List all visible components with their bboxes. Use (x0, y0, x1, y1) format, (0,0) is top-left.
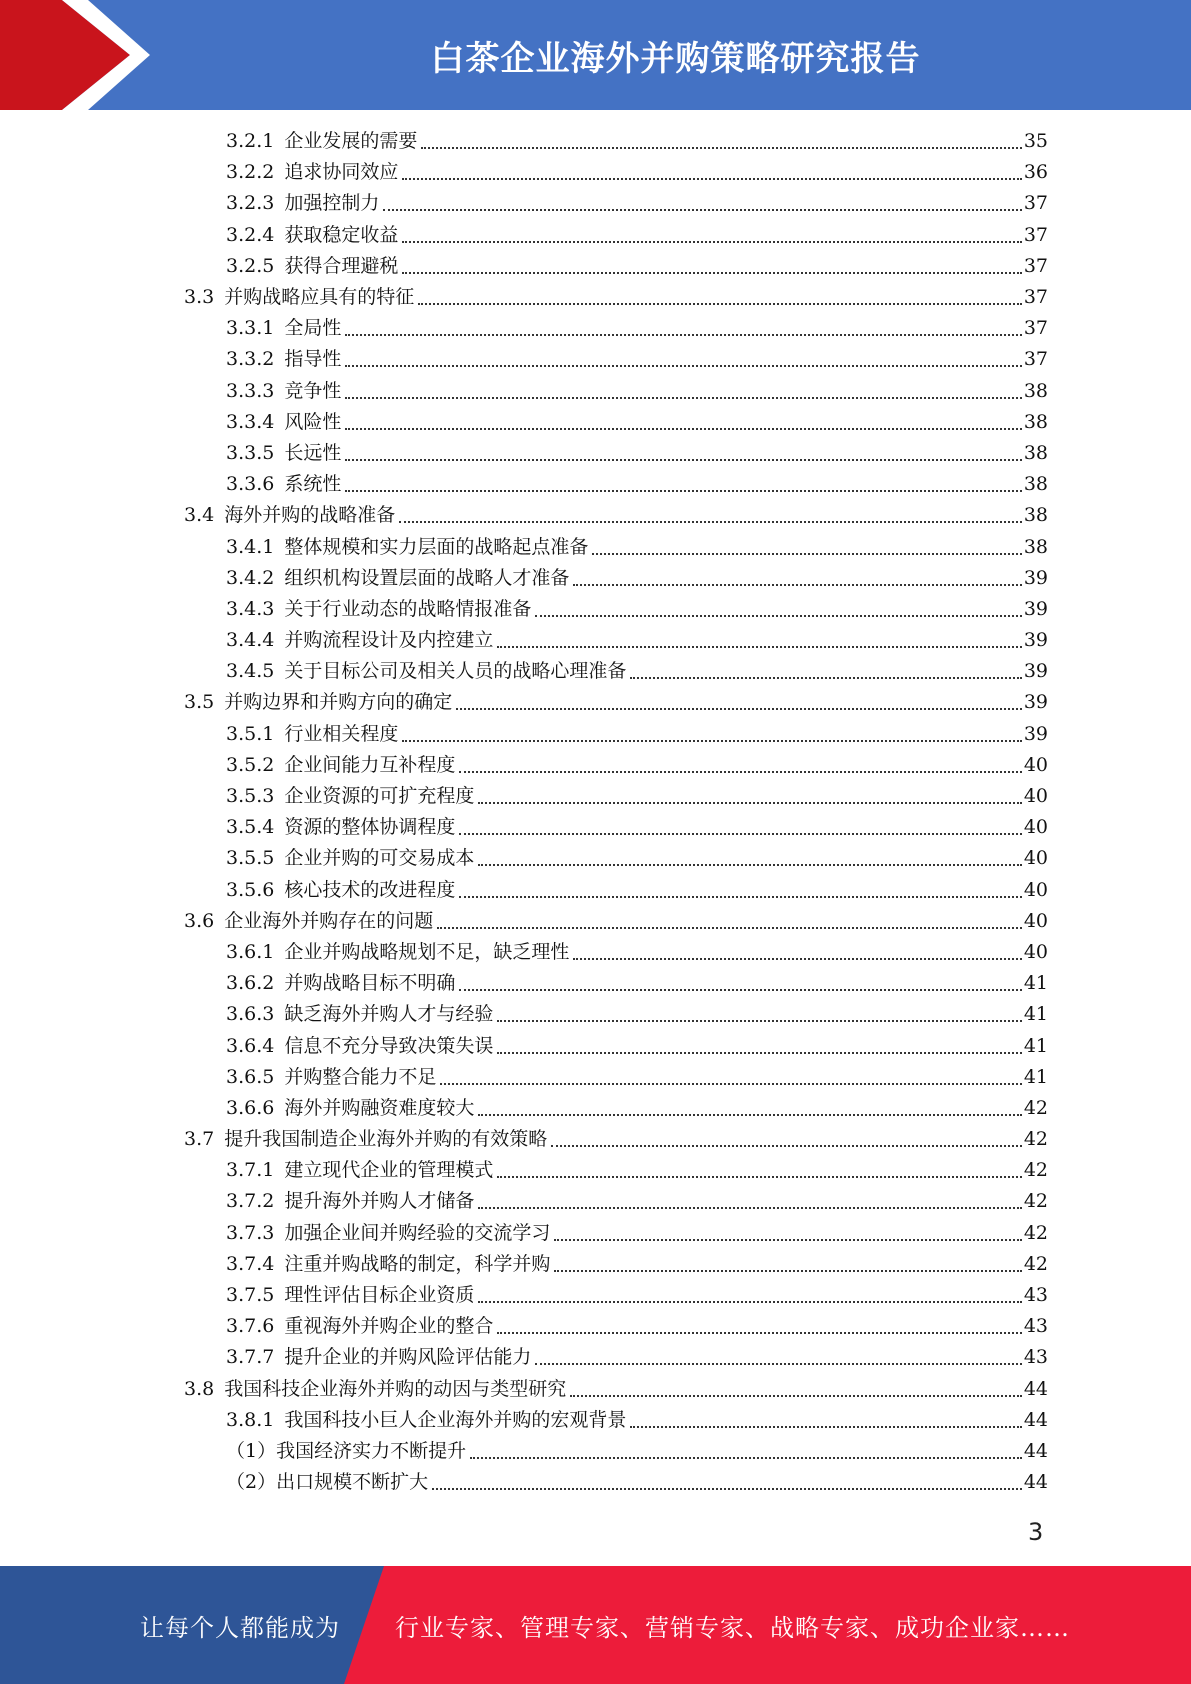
toc-entry[interactable] (0, 781, 1191, 812)
toc-dot-leader (497, 1175, 1021, 1178)
toc-dot-leader (383, 208, 1021, 211)
toc-entry-page: 39 (1023, 597, 1048, 620)
toc-entry-number: 3.6.5 (226, 1065, 275, 1088)
toc-entry-number: 3.5.5 (226, 847, 275, 870)
toc-entry-number: 3.4.2 (226, 566, 275, 589)
toc-entry-title: 出口规模不断扩大 (276, 1471, 429, 1494)
toc-entry-number: 3.4.1 (226, 535, 275, 558)
toc-entry[interactable] (0, 1124, 1191, 1155)
toc-dot-leader (459, 770, 1021, 773)
toc-dot-leader (459, 832, 1021, 835)
toc-entry-number: 3.2.4 (226, 223, 275, 246)
toc-entry-page: 42 (1023, 1159, 1048, 1182)
toc-entry-title: 注重并购战略的制定，科学并购 (284, 1252, 551, 1275)
toc-entry-page: 40 (1023, 878, 1048, 901)
toc-entry-number: 3.7.3 (226, 1221, 275, 1244)
toc-entry-number: 3.5.1 (226, 722, 275, 745)
toc-entry[interactable] (0, 1436, 1191, 1467)
toc-dot-leader (459, 988, 1021, 991)
toc-entry-title: 信息不充分导致决策失误 (284, 1034, 494, 1057)
toc-entry-title: 并购边界和并购方向的确定 (224, 691, 453, 714)
toc-entry-number: 3.2.2 (226, 161, 275, 184)
toc-entry-number: 3.7.6 (226, 1315, 275, 1338)
toc-entry-page: 42 (1023, 1221, 1048, 1244)
toc-entry[interactable] (0, 1342, 1191, 1373)
toc-entry-title: 提升企业的并购风险评估能力 (284, 1346, 532, 1369)
toc-dot-leader (592, 552, 1021, 555)
toc-entry[interactable] (0, 188, 1191, 219)
toc-entry-title: 重视海外并购企业的整合 (284, 1315, 494, 1338)
footer-slogan-right: 行业专家、管理专家、营销专家、战略专家、成功企业家…… (395, 1613, 1070, 1642)
toc-dot-leader (535, 1362, 1021, 1365)
toc-dot-leader (345, 333, 1021, 336)
toc-entry-page: 41 (1023, 1034, 1048, 1057)
toc-dot-leader (478, 863, 1021, 866)
toc-entry-number: 3.6 (184, 909, 215, 932)
toc-entry-number: 3.3.6 (226, 473, 275, 496)
toc-entry-number: 3.3 (184, 286, 215, 309)
toc-entry-page: 38 (1023, 504, 1048, 527)
toc-entry-title: 企业并购的可交易成本 (284, 847, 475, 870)
toc-entry-page: 39 (1023, 722, 1048, 745)
toc-entry[interactable] (0, 719, 1191, 750)
toc-entry-page: 44 (1023, 1439, 1048, 1462)
toc-entry[interactable] (0, 999, 1191, 1030)
toc-entry-number: 3.3.3 (226, 379, 275, 402)
toc-entry[interactable] (0, 282, 1191, 313)
toc-entry[interactable] (0, 407, 1191, 438)
toc-entry[interactable] (0, 1405, 1191, 1436)
toc-entry-page: 38 (1023, 441, 1048, 464)
toc-entry-title: 组织机构设置层面的战略人才准备 (284, 566, 570, 589)
toc-dot-leader (497, 645, 1021, 648)
toc-entry-page: 40 (1023, 847, 1048, 870)
toc-entry-number: 3.3.2 (226, 348, 275, 371)
toc-entry-number: 3.7 (184, 1128, 215, 1151)
toc-dot-leader (345, 458, 1021, 461)
toc-dot-leader (345, 396, 1021, 399)
toc-entry-title: 海外并购的战略准备 (224, 504, 396, 527)
toc-entry-number: 3.4.4 (226, 629, 275, 652)
toc-entry-page: 38 (1023, 535, 1048, 558)
toc-entry-page: 35 (1023, 130, 1048, 153)
table-of-contents (0, 126, 1191, 1498)
toc-dot-leader (554, 1269, 1021, 1272)
toc-entry[interactable] (0, 563, 1191, 594)
toc-entry-number: 3.4 (184, 504, 215, 527)
toc-entry-title: 企业海外并购存在的问题 (224, 909, 434, 932)
toc-entry-title: 风险性 (284, 410, 342, 433)
toc-entry[interactable] (0, 1218, 1191, 1249)
toc-entry-number: 3.3.1 (226, 317, 275, 340)
toc-entry-page: 40 (1023, 940, 1048, 963)
toc-entry-title: 关于目标公司及相关人员的战略心理准备 (284, 660, 627, 683)
toc-entry-page: 41 (1023, 1003, 1048, 1026)
toc-entry-page: 44 (1023, 1377, 1048, 1400)
toc-entry-page: 39 (1023, 629, 1048, 652)
toc-entry[interactable] (0, 1155, 1191, 1186)
toc-entry-title: 资源的整体协调程度 (284, 816, 456, 839)
toc-entry-title: 企业并购战略规划不足，缺乏理性 (284, 940, 570, 963)
toc-entry-page: 44 (1023, 1471, 1048, 1494)
toc-entry-number: 3.7.7 (226, 1346, 275, 1369)
toc-entry-page: 37 (1023, 192, 1048, 215)
toc-entry-number: （1） (226, 1439, 277, 1462)
toc-entry[interactable] (0, 594, 1191, 625)
toc-entry-title: 建立现代企业的管理模式 (284, 1159, 494, 1182)
toc-entry[interactable] (0, 469, 1191, 500)
toc-entry-title: 加强企业间并购经验的交流学习 (284, 1221, 551, 1244)
toc-entry[interactable] (0, 875, 1191, 906)
toc-entry-number: 3.5 (184, 691, 215, 714)
toc-dot-leader (478, 1300, 1021, 1303)
toc-entry[interactable] (0, 220, 1191, 251)
page-number: 3 (1028, 1518, 1044, 1546)
toc-entry[interactable] (0, 687, 1191, 718)
toc-entry-number: 3.5.2 (226, 753, 275, 776)
toc-entry[interactable] (0, 625, 1191, 656)
toc-entry-title: 关于行业动态的战略情报准备 (284, 597, 532, 620)
toc-entry-number: 3.2.5 (226, 254, 275, 277)
toc-entry-page: 41 (1023, 1065, 1048, 1088)
toc-entry-title: 提升海外并购人才储备 (284, 1190, 475, 1213)
footer-slogan-left: 让每个人都能成为 (140, 1613, 340, 1642)
toc-entry[interactable] (0, 1186, 1191, 1217)
toc-entry-number: 3.7.4 (226, 1252, 275, 1275)
toc-dot-leader (551, 1144, 1022, 1147)
toc-entry-number: 3.3.5 (226, 441, 275, 464)
toc-entry-page: 44 (1023, 1408, 1048, 1431)
toc-dot-leader (345, 364, 1021, 367)
toc-entry-page: 43 (1023, 1284, 1048, 1307)
toc-entry-title: 海外并购融资难度较大 (284, 1096, 475, 1119)
toc-dot-leader (570, 1394, 1022, 1397)
toc-dot-leader (470, 1456, 1022, 1459)
toc-entry[interactable] (0, 1030, 1191, 1061)
toc-entry[interactable] (0, 1249, 1191, 1280)
toc-entry-title: 竞争性 (284, 379, 342, 402)
toc-entry-title: 企业资源的可扩充程度 (284, 785, 475, 808)
toc-dot-leader (478, 1206, 1021, 1209)
toc-entry-title: 并购战略目标不明确 (284, 972, 456, 995)
toc-entry-title: 系统性 (284, 473, 342, 496)
toc-entry[interactable] (0, 157, 1191, 188)
toc-entry-number: 3.4.3 (226, 597, 275, 620)
toc-entry-title: 指导性 (284, 348, 342, 371)
toc-entry-number: 3.6.3 (226, 1003, 275, 1026)
toc-entry-title: 长远性 (284, 441, 342, 464)
toc-dot-leader (456, 707, 1022, 710)
header-band (0, 0, 1191, 110)
toc-entry-title: 并购流程设计及内控建立 (284, 629, 494, 652)
toc-entry-page: 39 (1023, 566, 1048, 589)
toc-entry[interactable] (0, 937, 1191, 968)
toc-entry-page: 37 (1023, 286, 1048, 309)
toc-entry-page: 37 (1023, 317, 1048, 340)
toc-entry[interactable] (0, 1093, 1191, 1124)
toc-entry-number: 3.2.3 (226, 192, 275, 215)
toc-dot-leader (440, 1082, 1021, 1085)
toc-entry-page: 38 (1023, 379, 1048, 402)
toc-entry-number: 3.7.5 (226, 1284, 275, 1307)
toc-entry[interactable] (0, 1467, 1191, 1498)
toc-entry-title: 加强控制力 (284, 192, 380, 215)
toc-dot-leader (478, 801, 1021, 804)
toc-entry-title: 行业相关程度 (284, 722, 399, 745)
toc-entry-page: 36 (1023, 161, 1048, 184)
toc-entry-title: 追求协同效应 (284, 161, 399, 184)
toc-entry[interactable] (0, 344, 1191, 375)
toc-dot-leader (497, 1051, 1021, 1054)
toc-dot-leader (399, 520, 1022, 523)
toc-entry[interactable] (0, 1280, 1191, 1311)
toc-entry-page: 40 (1023, 785, 1048, 808)
toc-entry-number: 3.5.4 (226, 816, 275, 839)
toc-entry-number: 3.2.1 (226, 130, 275, 153)
toc-entry-page: 37 (1023, 348, 1048, 371)
toc-dot-leader (497, 1331, 1021, 1334)
toc-entry[interactable] (0, 251, 1191, 282)
toc-dot-leader (345, 489, 1021, 492)
toc-dot-leader (630, 676, 1021, 679)
toc-entry[interactable] (0, 1311, 1191, 1342)
toc-entry[interactable] (0, 906, 1191, 937)
toc-entry[interactable] (0, 1374, 1191, 1405)
toc-dot-leader (573, 957, 1021, 960)
toc-entry-title: 获取稳定收益 (284, 223, 399, 246)
toc-entry-page: 43 (1023, 1315, 1048, 1338)
toc-dot-leader (437, 926, 1022, 929)
toc-dot-leader (535, 614, 1021, 617)
toc-entry-number: 3.7.2 (226, 1190, 275, 1213)
toc-entry[interactable] (0, 376, 1191, 407)
toc-dot-leader (554, 1238, 1021, 1241)
toc-entry-page: 41 (1023, 972, 1048, 995)
toc-entry-number: 3.6.1 (226, 940, 275, 963)
toc-entry-number: 3.4.5 (226, 660, 275, 683)
toc-entry-page: 42 (1023, 1252, 1048, 1275)
toc-entry[interactable] (0, 313, 1191, 344)
toc-entry[interactable] (0, 438, 1191, 469)
toc-dot-leader (432, 1487, 1022, 1490)
toc-entry-title: 企业发展的需要 (284, 130, 418, 153)
toc-entry-number: 3.6.4 (226, 1034, 275, 1057)
toc-entry[interactable] (0, 126, 1191, 157)
toc-entry-page: 39 (1023, 691, 1048, 714)
toc-entry-title: 并购战略应具有的特征 (224, 286, 415, 309)
toc-entry-page: 42 (1023, 1096, 1048, 1119)
toc-dot-leader (497, 1019, 1021, 1022)
document-title: 白茶企业海外并购策略研究报告 (430, 38, 921, 79)
toc-entry[interactable] (0, 750, 1191, 781)
toc-entry-number: 3.6.2 (226, 972, 275, 995)
toc-entry[interactable] (0, 531, 1191, 562)
toc-entry-number: 3.5.3 (226, 785, 275, 808)
toc-entry-title: 提升我国制造企业海外并购的有效策略 (224, 1128, 548, 1151)
toc-dot-leader (402, 271, 1021, 274)
toc-entry-number: 3.5.6 (226, 878, 275, 901)
footer-band (0, 1566, 1191, 1684)
toc-dot-leader (573, 583, 1021, 586)
toc-entry-page: 38 (1023, 410, 1048, 433)
toc-entry-title: 整体规模和实力层面的战略起点准备 (284, 535, 589, 558)
toc-entry-number: 3.8.1 (226, 1408, 275, 1431)
toc-entry-number: （2） (226, 1471, 277, 1494)
toc-entry-title: 获得合理避税 (284, 254, 399, 277)
toc-entry[interactable] (0, 1062, 1191, 1093)
toc-entry[interactable] (0, 500, 1191, 531)
toc-entry-page: 43 (1023, 1346, 1048, 1369)
toc-dot-leader (418, 302, 1022, 305)
toc-entry-page: 38 (1023, 473, 1048, 496)
toc-entry[interactable] (0, 812, 1191, 843)
toc-entry-title: 理性评估目标企业资质 (284, 1284, 475, 1307)
toc-entry-title: 我国科技小巨人企业海外并购的宏观背景 (284, 1408, 627, 1431)
toc-entry-page: 40 (1023, 753, 1048, 776)
toc-dot-leader (402, 739, 1021, 742)
toc-entry-page: 40 (1023, 816, 1048, 839)
toc-dot-leader (421, 146, 1021, 149)
toc-entry-title: 我国经济实力不断提升 (276, 1439, 467, 1462)
toc-entry-title: 并购整合能力不足 (284, 1065, 437, 1088)
toc-entry-title: 核心技术的改进程度 (284, 878, 456, 901)
toc-entry-page: 42 (1023, 1190, 1048, 1213)
toc-dot-leader (402, 240, 1021, 243)
toc-entry[interactable] (0, 656, 1191, 687)
toc-entry-number: 3.7.1 (226, 1159, 275, 1182)
toc-entry-page: 40 (1023, 909, 1048, 932)
toc-entry-title: 缺乏海外并购人才与经验 (284, 1003, 494, 1026)
toc-entry[interactable] (0, 843, 1191, 874)
toc-entry-page: 42 (1023, 1128, 1048, 1151)
toc-entry-number: 3.8 (184, 1377, 215, 1400)
toc-entry-page: 39 (1023, 660, 1048, 683)
toc-entry-number: 3.3.4 (226, 410, 275, 433)
toc-dot-leader (345, 427, 1021, 430)
toc-entry[interactable] (0, 968, 1191, 999)
toc-dot-leader (478, 1113, 1021, 1116)
toc-entry-title: 全局性 (284, 317, 342, 340)
toc-entry-title: 我国科技企业海外并购的动因与类型研究 (224, 1377, 567, 1400)
toc-entry-page: 37 (1023, 254, 1048, 277)
toc-dot-leader (459, 895, 1021, 898)
toc-entry-title: 企业间能力互补程度 (284, 753, 456, 776)
toc-entry-page: 37 (1023, 223, 1048, 246)
toc-entry-number: 3.6.6 (226, 1096, 275, 1119)
toc-dot-leader (402, 177, 1021, 180)
toc-dot-leader (630, 1425, 1021, 1428)
